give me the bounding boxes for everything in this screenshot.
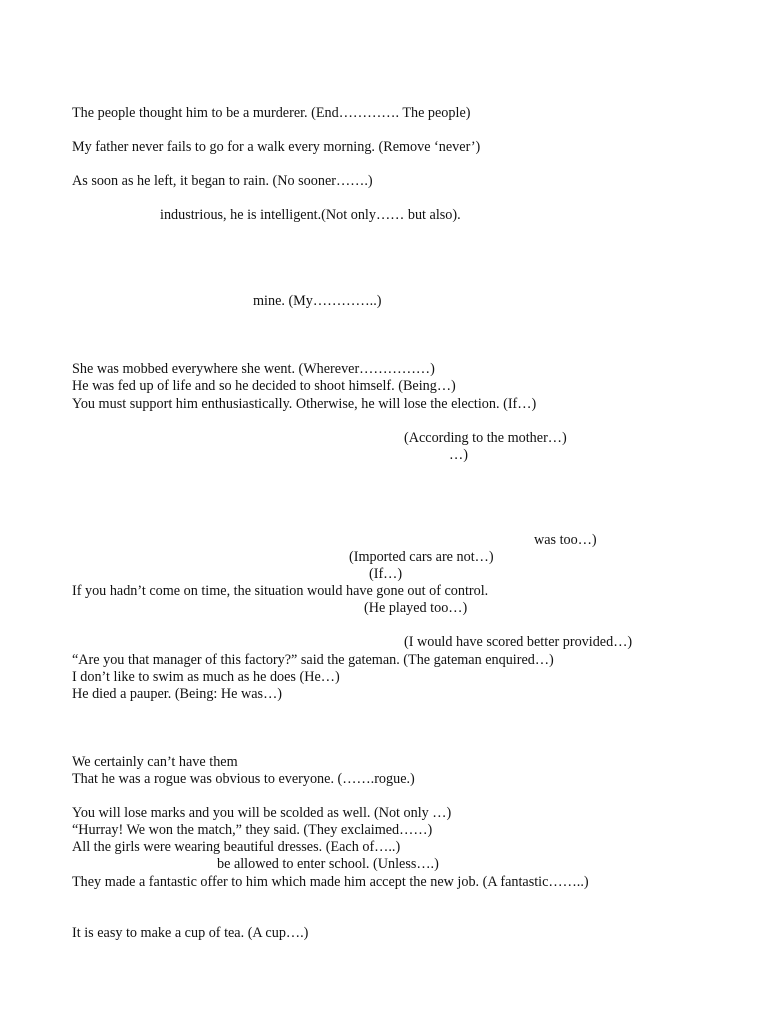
exercise-line-swim: I don’t like to swim as much as he does (He…) (72, 669, 340, 685)
exercise-line-fed-up: He was fed up of life and so he decided to shoot himself. (Being…) (72, 378, 456, 394)
exercise-line-mobbed: She was mobbed everywhere she went. (Wherever……………) (72, 361, 435, 377)
exercise-line-played-too: (He played too…) (364, 600, 468, 616)
exercise-line-was-too: was too…) (534, 532, 597, 548)
exercise-line-walk: My father never fails to go for a walk every morning. (Remove ‘never’) (72, 139, 481, 155)
exercise-line-mine: mine. (My…………..) (253, 293, 382, 309)
exercise-line-offer: They made a fantastic offer to him which made him accept the new job. (A fantastic……..) (72, 874, 589, 890)
exercise-line-rogue: That he was a rogue was obvious to everyone. (…….rogue.) (72, 771, 415, 787)
exercise-line-gateman: “Are you that manager of this factory?” said the gateman. (The gateman enquired…) (72, 652, 554, 668)
exercise-line-industrious: industrious, he is intelligent.(Not only…… but also). (160, 207, 461, 223)
exercise-line-rain: As soon as he left, it began to rain. (No sooner…….) (72, 173, 373, 189)
exercise-line-hurray: “Hurray! We won the match,” they said. (They exclaimed……) (72, 822, 433, 838)
exercise-line-if: (If…) (369, 566, 403, 582)
exercise-line-school: be allowed to enter school. (Unless….) (217, 856, 439, 872)
exercise-line-mother: (According to the mother…) (404, 430, 567, 446)
exercise-line-support: You must support him enthusiastically. Otherwise, he will lose the election. (If…) (72, 396, 537, 412)
exercise-line-cant-have: We certainly can’t have them (72, 754, 238, 770)
exercise-line-murderer: The people thought him to be a murderer. (End…………. The people) (72, 105, 471, 121)
exercise-line-girls: All the girls were wearing beautiful dresses. (Each of…..) (72, 839, 401, 855)
exercise-line-lose-marks: You will lose marks and you will be scolded as well. (Not only …) (72, 805, 452, 821)
exercise-line-pauper: He died a pauper. (Being: He was…) (72, 686, 282, 702)
exercise-line-on-time: If you hadn’t come on time, the situation would have gone out of control. (72, 583, 489, 599)
exercise-line-scored-better: (I would have scored better provided…) (404, 634, 633, 650)
exercise-line-fragment: …) (449, 447, 468, 463)
exercise-line-tea: It is easy to make a cup of tea. (A cup….) (72, 925, 309, 941)
exercise-line-imported-cars: (Imported cars are not…) (349, 549, 494, 565)
